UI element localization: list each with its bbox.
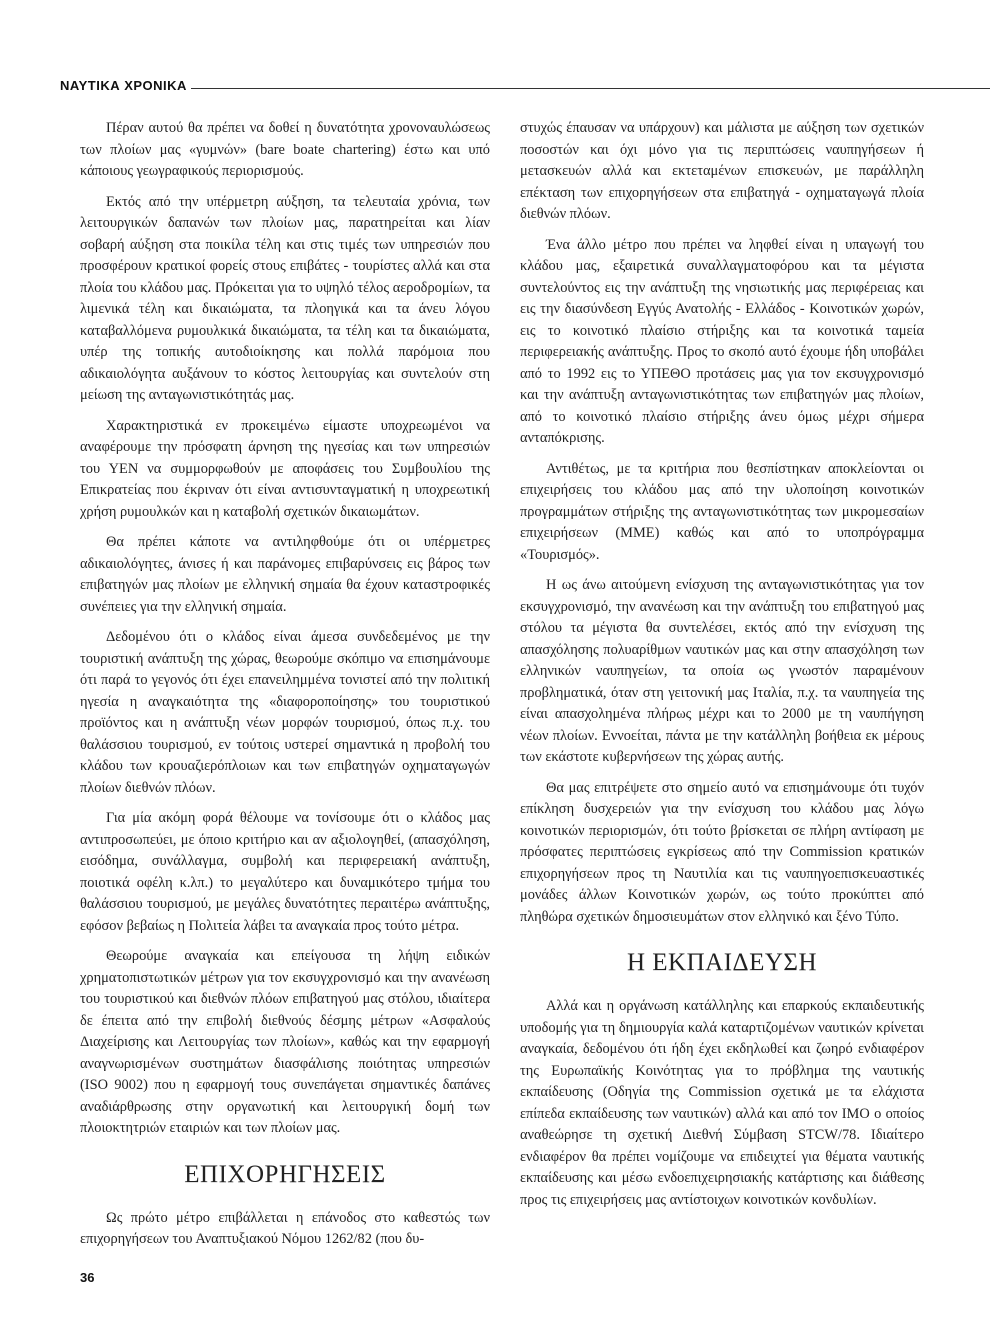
- page-number: 36: [80, 1270, 95, 1285]
- paragraph-continued: στυχώς έπαυσαν να υπάρχουν) και μάλιστα με αύξηση των σχετικών ποσοστών και όχι μόνο για τις περιπτώσεις ναυπηγήσεων ή μετασκευών αλλά και εκτεταμένων επισκευών, με παράλληλη επέκταση των επιχορηγήσεων στα επιβατηγά - οχηματαγωγά πλοία διεθνών πλόων.: [520, 120, 924, 222]
- paragraph: Αντιθέτως, με τα κριτήρια που θεσπίστηκαν αποκλείονται οι επιχειρήσεις του κλάδου μας από την υλοποίηση κοινοτικών προγραμμάτων στήριξης της ανταγωνιστικότητας των μικρομεσαίων επιχειρήσεων (ΜΜΕ) καθώς και από το υποπρόγραμμα «Τουρισμός».: [520, 460, 924, 563]
- section-heading-education: Η ΕΚΠΑΙΔΕΥΣΗ: [626, 949, 818, 976]
- paragraph: Πέραν αυτού θα πρέπει να δοθεί η δυνατότητα χρονοναυλώσεως των πλοίων μας «γυμνών» (bare boate chartering) έστω και υπό κάποιους γεωγραφικούς περιορισμούς.: [80, 120, 490, 179]
- magazine-title: ΝΑΥΤΙΚΑ ΧΡΟΝΙΚΑ: [60, 78, 191, 93]
- paragraph: Θα μας επιτρέψετε στο σημείο αυτό να επισημάνουμε ότι τυχόν επίκληση δυσχερειών για την ενίσχυση του κλάδου μας λόγω κοινοτικών περιορισμών, ότι τούτο βρίσκεται σε πλήρη αντίφαση με πρόσφατες περιπτώσεις εγκρίσεως από την Commission κρατικών επιχορηγήσεων προς τη Ναυτιλία και τις ναυπηγοεπισκευαστικές μονάδες άλλων Κοινοτικών χωρών, ως τούτο προκύπτει από πληθώρα σχετικών δημοσιευμάτων στον ελληνικό και ξένο Τύπο.: [520, 779, 924, 925]
- paragraph: Ως πρώτο μέτρο επιβάλλεται η επάνοδος στο καθεστώς των επιχορηγήσεων του Αναπτυξιακού Νόμου 1262/82 (που δυ-: [80, 1209, 490, 1247]
- section-heading-subsidies: ΕΠΙΧΟΡΗΓΗΣΕΙΣ: [184, 1160, 386, 1188]
- paragraph: Για μία ακόμη φορά θέλουμε να τονίσουμε ότι ο κλάδος μας αντιπροσωπεύει, με όποιο κριτήριο και αν αξιολογηθεί, (απασχόληση, εισόδημα, συνάλλαγμα, συμβολή και περιφερειακή ανάπτυξη, ποιοτικά οφέλη κ.λπ.) το μεγαλύτερο και δυναμικότερο τμήμα του θαλάσσιου τουρισμού, με μεγάλες δυνατότητες περαιτέρω ανάπτυξης, εφόσον βεβαίως η Πολιτεία λάβει τα αναγκαία προς τούτο μέτρα.: [80, 810, 490, 934]
- left-column: [80, 118, 490, 1260]
- right-column: [520, 118, 924, 1220]
- paragraph: Χαρακτηριστικά εν προκειμένω είμαστε υποχρεωμένοι να αναφέρουμε την πρόσφατη άρνηση της ηγεσίας και των υπηρεσιών του ΥΕΝ να συμμορφωθούν με αποφάσεις του Συμβουλίου της Επικρατείας που έκριναν ότι είναι αντισυνταγματική η υποχρεωτική χρήση ρυμουλκών και η καταβολή σχετικών δικαιωμάτων.: [80, 417, 490, 520]
- paragraph: Η ως άνω αιτούμενη ενίσχυση της ανταγωνιστικότητας για τον εκσυγχρονισμό, την ανανέωση και την ανάπτυξη του επιβατηγού μας στόλου τα μέγιστα θα συντελέσει, εκτός από την ενίσχυση της απασχόλησης πολυαρίθμων ναυτικών μας και στην απασχόληση των ελληνικών ναυπηγείων, τα οποία ως γνωστόν παραμένουν προβληματικά, όταν στη γειτονική μας Ιταλία, π.χ. τα ναυπηγεία της είναι απασχολημένα πλήρως μέχρι και το 2000 με τη ναυπήγηση νέων πλοίων. Εννοείται, πάντα με την κατάλληλη βοήθεια εκ μέρους των εκάστοτε κυβερνήσεων της χώρας αυτής.: [520, 577, 924, 765]
- running-header: [60, 78, 990, 98]
- paragraph: Θεωρούμε αναγκαία και επείγουσα τη λήψη ειδικών χρηματοπιστωτικών μέτρων για τον εκσυγχρονισμό και την ανανέωση του τουριστικού και διεθνών πλόων επιβατηγού μας στόλου, ιδιαίτερα δε έπειτα από την επιβολή διεθνούς δέσμης μέτρων «Ασφαλούς Διαχείρισης και Λειτουργίας των πλοίων», καθώς και την εφαρμογή αναγνωρισμένων συστημάτων διασφάλισης ποιότητας υπηρεσιών (ISO 9002) που η εφαρμογή τους συνεπάγεται σημαντικές δαπάνες αναδιάρθρωσης στην οργανωτική και λειτουργική δομή των πλοιοκτητριών εταιριών και των πλοίων μας.: [80, 948, 490, 1136]
- paragraph: Αλλά και η οργάνωση κατάλληλης και επαρκούς εκπαιδευτικής υποδομής για τη δημιουργία καλά καταρτιζομένων ναυτικών κρίνεται αναγκαία, δεδομένου ότι ήδη έχει εκδηλωθεί και ζωηρό ενδιαφέρον της Ευρωπαϊκής Κοινότητας για το πρόβλημα της ναυτικής εκπαίδευσης (Οδηγία της Commission σχετικά με τα ελάχιστα επίπεδα εκπαίδευσης των ναυτικών) αλλά και από τον ΙΜΟ ο οποίος αναθεώρησε τη σχετική Διεθνή Σύμβαση STCW/78. Ιδιαίτερο ενδιαφέρον θα πρέπει νομίζουμε να επιδειχτεί για θέματα ναυτικής εκπαίδευσης και μέσω ενδοεπιχειρησιακής κατάρτισης και διάθεσης προς τις επιχειρήσεις μας αντίστοιχων κοινοτικών κονδυλίων.: [520, 998, 924, 1208]
- paragraph: Θα πρέπει κάποτε να αντιληφθούμε ότι οι υπέρμετρες αδικαιολόγητες, άνισες ή και παράνομες επιβαρύνσεις εις βάρος των επιβατηγών μας πλοίων με ελληνική σημαία θα έχουν καταστροφικές συνέπειες για την ελληνική σημαία.: [80, 534, 490, 615]
- paragraph: Εκτός από την υπέρμετρη αύξηση, τα τελευταία χρόνια, των λειτουργικών δαπανών των πλοίων μας, παρατηρείται και λίαν σοβαρή αύξηση στα ποικίλα τέλη και στις τιμές των υπηρεσιών που προσφέρουν κρατικοί φορείς στους επιβάτες - τουρίστες αλλά και στα πλοία του κλάδου μας. Πρόκειται για το υψηλό τέλος αεροδρομίων, τα λιμενικά τέλη και δικαιώματα, τα πλοηγικά και τα άνευ λόγου καταβαλλόμενα ρυμουλκικά δικαιώματα, τα τέλη και τα δικαιώματα, υπέρ της τοπικής αυτοδιοίκησης και πολλά παρόμοια που αδικαιολόγητα αυξάνουν το κόστος λειτουργίας και συντελούν στη μείωση της ανταγωνιστικότητάς μας.: [80, 193, 490, 403]
- paragraph: Ένα άλλο μέτρο που πρέπει να ληφθεί είναι η υπαγωγή του κλάδου μας, εξαιρετικά συναλλαγματοφόρου και τα μέγιστα συντελούντος εις την ανάπτυξη της νησιωτικής μας περιφέρειας και εις την διασύνδεση Εγγύς Ανατολής - Ελλάδος - Κοινοτικών χωρών, εις το κοινοτικό πλαίσιο στήριξης και τα κοινοτικά ταμεία περιφερειακής ανάπτυξης. Προς το σκοπό αυτό έχουμε ήδη υποβάλει από το 1992 εις το ΥΠΕΘΟ προτάσεις μας για τον εκσυγχρονισμό και την ανάπτυξη ανταγωνιστικότητας των επιβατηγών μας πλοίων, από το κοινοτικό πλαίσιο στήριξης άνευ όμως μέχρι σήμερα ανταπόκρισης.: [520, 236, 924, 446]
- paragraph: Δεδομένου ότι ο κλάδος είναι άμεσα συνδεδεμένος με την τουριστική ανάπτυξη της χώρας, θεωρούμε σκόπιμο να επισημάνουμε ότι παρά το γεγονός ότι έχει επανειλημμένα τονιστεί από την πολιτική ηγεσία η αναγκαιότητα της «διαφοροποίησης» του τουριστικού προϊόντος και η ανάπτυξη νέων μορφών τουρισμού, όπως π.χ. του θαλάσσιου τουρισμού, εν τούτοις υστερεί σημαντικά η προβολή του κλάδου των κρουαζιερόπλοιων και των επιβατηγών οχηματαγωγών πλοίων διεθνών πλόων.: [80, 629, 490, 796]
- header-rule: [60, 88, 990, 89]
